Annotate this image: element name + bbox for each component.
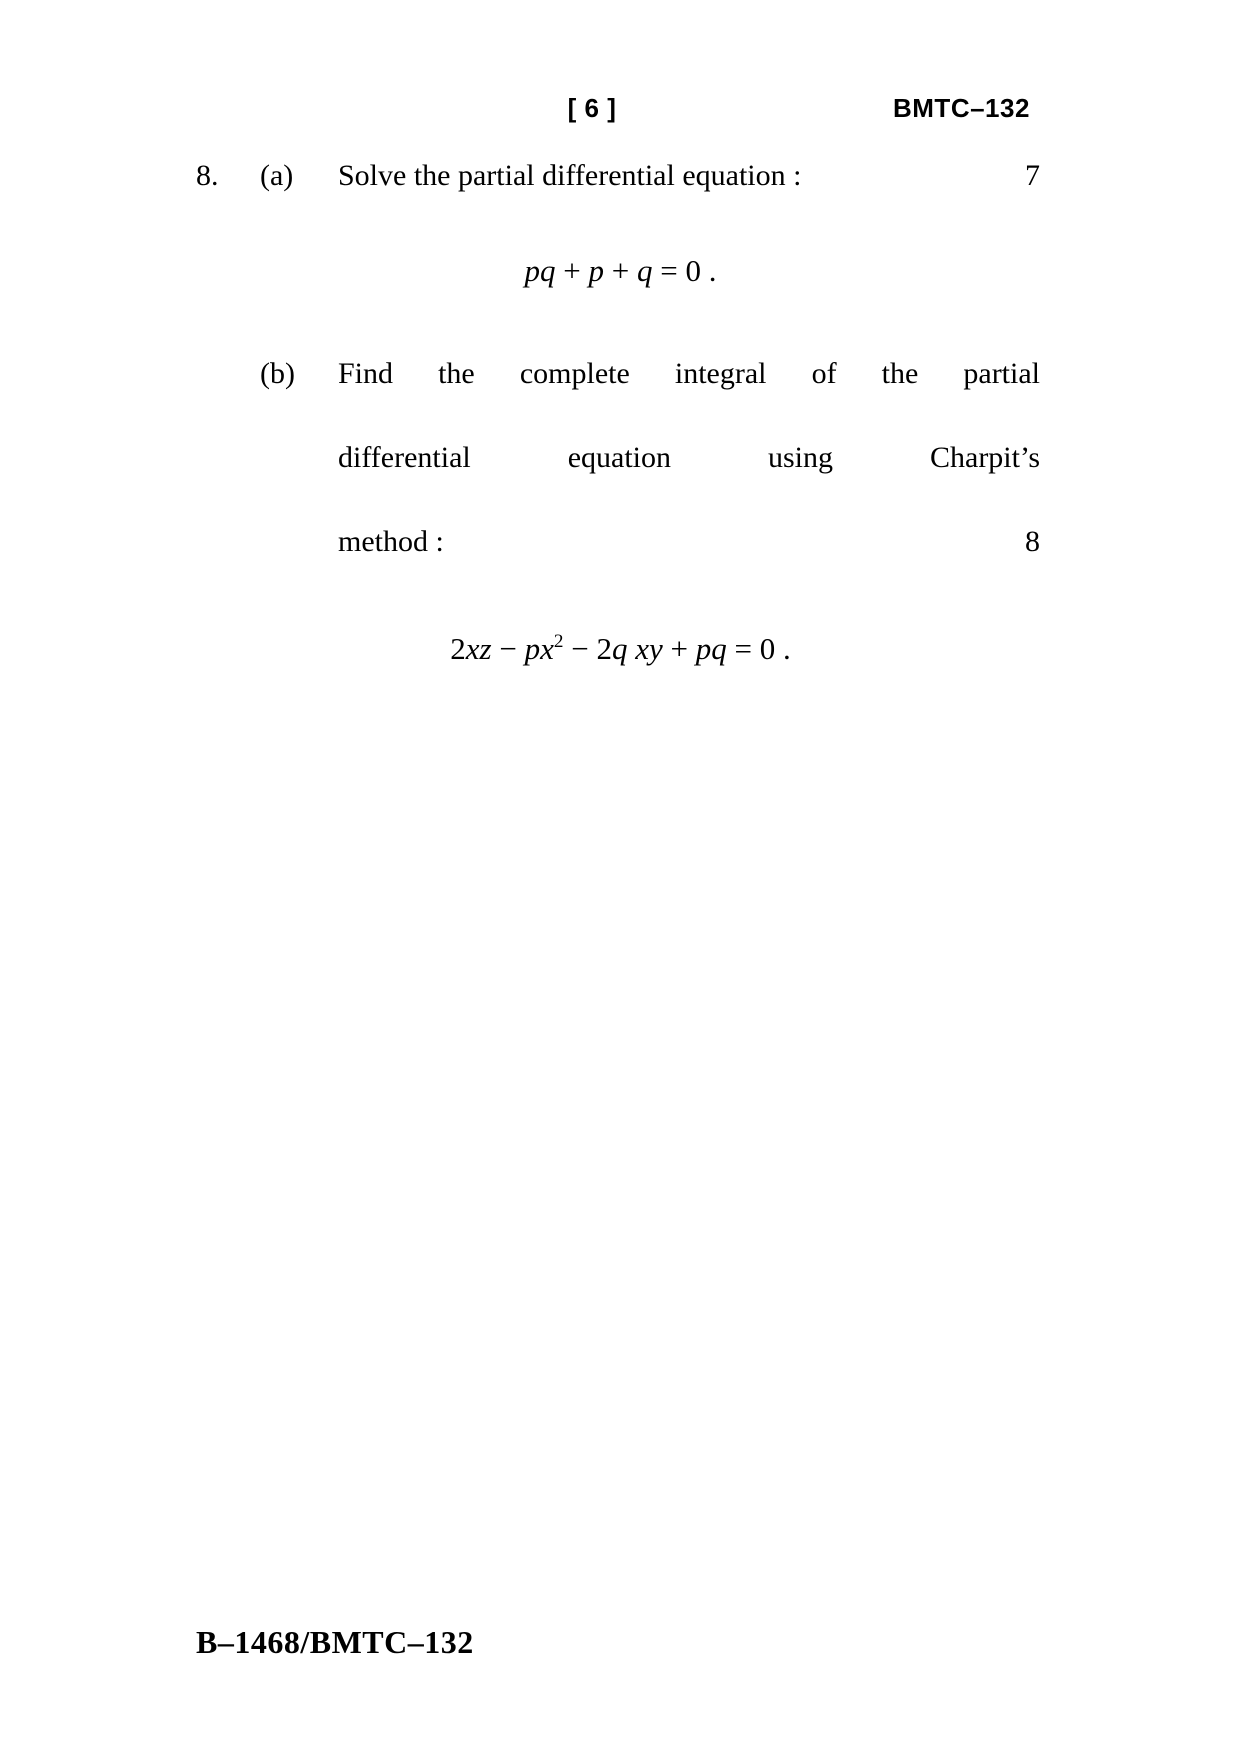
part-b-marks: 8: [1025, 525, 1040, 558]
question-number: 8.: [196, 159, 219, 192]
part-a-text-row: [338, 158, 1040, 194]
part-a-marks: 7: [1025, 159, 1040, 192]
part-b-equation: $2xz - px^2 - 2q$ xy + pq = 0 .: [450, 630, 791, 666]
part-b-text-line-2: differential equation using Charpit’s: [338, 441, 1040, 474]
part-a-label: (a): [260, 159, 294, 192]
question-8-part-a-row: [196, 158, 1040, 194]
exam-footer-code: B–1468/BMTC–132: [196, 1624, 474, 1660]
part-a-text: Solve the partial differential equation :: [338, 159, 802, 192]
part-a-equation: pq + p + q = 0 .: [524, 253, 717, 288]
paper-code: BMTC–132: [893, 93, 1030, 123]
part-b-text-line-3: [338, 524, 1040, 560]
part-b-label: (b): [260, 357, 295, 390]
part-b-method-text: method :: [338, 525, 444, 558]
page-number: [ 6 ]: [567, 93, 617, 123]
part-b-text-line-1: Find the complete integral of the partial: [338, 357, 1040, 390]
